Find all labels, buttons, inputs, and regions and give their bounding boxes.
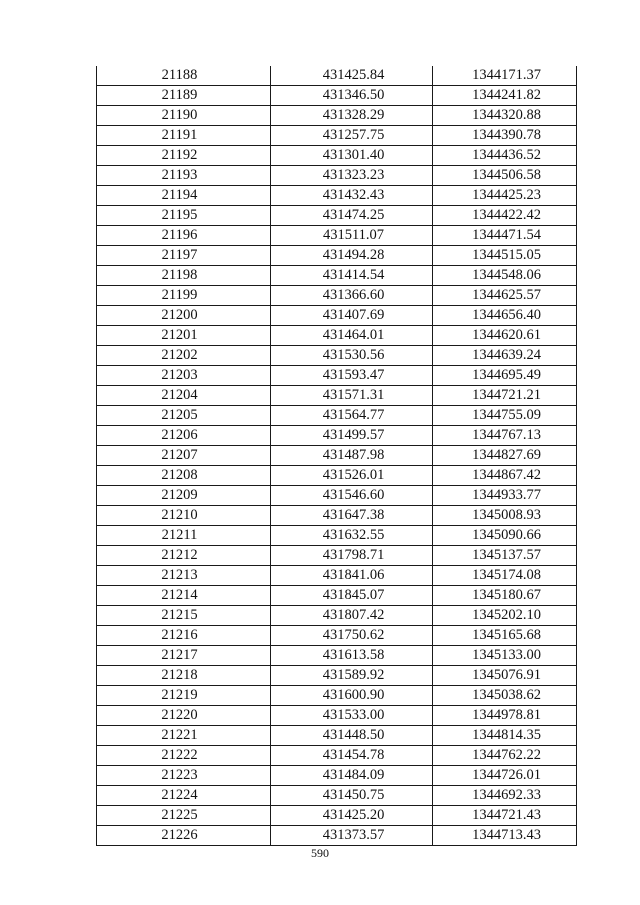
table-row — [97, 526, 577, 546]
point-id-cell: 21191 — [97, 126, 271, 146]
table-row — [97, 766, 577, 786]
point-id-cell: 21199 — [97, 286, 271, 306]
table-row — [97, 426, 577, 446]
y-coordinate-cell: 1344625.57 — [433, 286, 577, 306]
x-coordinate-cell: 431600.90 — [271, 686, 433, 706]
point-id-cell: 21214 — [97, 586, 271, 606]
y-coordinate-cell: 1345174.08 — [433, 566, 577, 586]
table-row — [97, 286, 577, 306]
table-row — [97, 486, 577, 506]
y-coordinate-cell: 1344814.35 — [433, 726, 577, 746]
x-coordinate-cell: 431474.25 — [271, 206, 433, 226]
point-id-cell: 21204 — [97, 386, 271, 406]
point-id-cell: 21198 — [97, 266, 271, 286]
y-coordinate-cell: 1344767.13 — [433, 426, 577, 446]
point-id-cell: 21192 — [97, 146, 271, 166]
point-id-cell: 21216 — [97, 626, 271, 646]
point-id-cell: 21226 — [97, 826, 271, 846]
point-id-cell: 21194 — [97, 186, 271, 206]
point-id-cell: 21207 — [97, 446, 271, 466]
x-coordinate-cell: 431845.07 — [271, 586, 433, 606]
table-row — [97, 246, 577, 266]
x-coordinate-cell: 431613.58 — [271, 646, 433, 666]
table-row — [97, 126, 577, 146]
y-coordinate-cell: 1344241.82 — [433, 86, 577, 106]
table-row — [97, 166, 577, 186]
table-row — [97, 446, 577, 466]
table-row — [97, 726, 577, 746]
x-coordinate-cell: 431487.98 — [271, 446, 433, 466]
x-coordinate-cell: 431530.56 — [271, 346, 433, 366]
y-coordinate-cell: 1344171.37 — [433, 66, 577, 86]
table-row — [97, 226, 577, 246]
y-coordinate-cell: 1344620.61 — [433, 326, 577, 346]
point-id-cell: 21209 — [97, 486, 271, 506]
x-coordinate-cell: 431546.60 — [271, 486, 433, 506]
point-id-cell: 21224 — [97, 786, 271, 806]
point-id-cell: 21188 — [97, 66, 271, 86]
x-coordinate-cell: 431511.07 — [271, 226, 433, 246]
table-row — [97, 66, 577, 86]
table-row — [97, 606, 577, 626]
table-row — [97, 586, 577, 606]
x-coordinate-cell: 431484.09 — [271, 766, 433, 786]
y-coordinate-cell: 1344656.40 — [433, 306, 577, 326]
x-coordinate-cell: 431526.01 — [271, 466, 433, 486]
y-coordinate-cell: 1344762.22 — [433, 746, 577, 766]
x-coordinate-cell: 431798.71 — [271, 546, 433, 566]
x-coordinate-cell: 431593.47 — [271, 366, 433, 386]
y-coordinate-cell: 1344515.05 — [433, 246, 577, 266]
point-id-cell: 21205 — [97, 406, 271, 426]
y-coordinate-cell: 1344422.42 — [433, 206, 577, 226]
table-row — [97, 806, 577, 826]
point-id-cell: 21223 — [97, 766, 271, 786]
point-id-cell: 21196 — [97, 226, 271, 246]
y-coordinate-cell: 1344692.33 — [433, 786, 577, 806]
x-coordinate-cell: 431407.69 — [271, 306, 433, 326]
x-coordinate-cell: 431807.42 — [271, 606, 433, 626]
y-coordinate-cell: 1345165.68 — [433, 626, 577, 646]
point-id-cell: 21190 — [97, 106, 271, 126]
point-id-cell: 21189 — [97, 86, 271, 106]
point-id-cell: 21222 — [97, 746, 271, 766]
table-row — [97, 266, 577, 286]
x-coordinate-cell: 431328.29 — [271, 106, 433, 126]
table-row — [97, 506, 577, 526]
y-coordinate-cell: 1345008.93 — [433, 506, 577, 526]
y-coordinate-cell: 1344320.88 — [433, 106, 577, 126]
y-coordinate-cell: 1344827.69 — [433, 446, 577, 466]
x-coordinate-cell: 431448.50 — [271, 726, 433, 746]
x-coordinate-cell: 431454.78 — [271, 746, 433, 766]
table-row — [97, 326, 577, 346]
table-row — [97, 346, 577, 366]
point-id-cell: 21213 — [97, 566, 271, 586]
table-row — [97, 666, 577, 686]
y-coordinate-cell: 1345076.91 — [433, 666, 577, 686]
point-id-cell: 21200 — [97, 306, 271, 326]
y-coordinate-cell: 1344436.52 — [433, 146, 577, 166]
x-coordinate-cell: 431450.75 — [271, 786, 433, 806]
y-coordinate-cell: 1344695.49 — [433, 366, 577, 386]
coordinate-table — [96, 66, 577, 846]
x-coordinate-cell: 431632.55 — [271, 526, 433, 546]
table-row — [97, 626, 577, 646]
x-coordinate-cell: 431571.31 — [271, 386, 433, 406]
x-coordinate-cell: 431533.00 — [271, 706, 433, 726]
table-row — [97, 206, 577, 226]
x-coordinate-cell: 431346.50 — [271, 86, 433, 106]
point-id-cell: 21211 — [97, 526, 271, 546]
y-coordinate-cell: 1344471.54 — [433, 226, 577, 246]
y-coordinate-cell: 1344978.81 — [433, 706, 577, 726]
table-row — [97, 646, 577, 666]
y-coordinate-cell: 1345137.57 — [433, 546, 577, 566]
table-row — [97, 706, 577, 726]
x-coordinate-cell: 431841.06 — [271, 566, 433, 586]
y-coordinate-cell: 1344755.09 — [433, 406, 577, 426]
y-coordinate-cell: 1344867.42 — [433, 466, 577, 486]
point-id-cell: 21225 — [97, 806, 271, 826]
y-coordinate-cell: 1345090.66 — [433, 526, 577, 546]
table-row — [97, 466, 577, 486]
y-coordinate-cell: 1344425.23 — [433, 186, 577, 206]
table-row — [97, 86, 577, 106]
coordinate-table-body — [97, 66, 577, 846]
x-coordinate-cell: 431425.20 — [271, 806, 433, 826]
point-id-cell: 21215 — [97, 606, 271, 626]
y-coordinate-cell: 1344721.43 — [433, 806, 577, 826]
x-coordinate-cell: 431464.01 — [271, 326, 433, 346]
table-row — [97, 366, 577, 386]
x-coordinate-cell: 431257.75 — [271, 126, 433, 146]
y-coordinate-cell: 1345133.00 — [433, 646, 577, 666]
x-coordinate-cell: 431414.54 — [271, 266, 433, 286]
y-coordinate-cell: 1345180.67 — [433, 586, 577, 606]
point-id-cell: 21210 — [97, 506, 271, 526]
y-coordinate-cell: 1344713.43 — [433, 826, 577, 846]
x-coordinate-cell: 431647.38 — [271, 506, 433, 526]
y-coordinate-cell: 1345202.10 — [433, 606, 577, 626]
point-id-cell: 21217 — [97, 646, 271, 666]
x-coordinate-cell: 431564.77 — [271, 406, 433, 426]
point-id-cell: 21221 — [97, 726, 271, 746]
x-coordinate-cell: 431425.84 — [271, 66, 433, 86]
table-row — [97, 406, 577, 426]
x-coordinate-cell: 431301.40 — [271, 146, 433, 166]
point-id-cell: 21208 — [97, 466, 271, 486]
y-coordinate-cell: 1344721.21 — [433, 386, 577, 406]
table-row — [97, 546, 577, 566]
point-id-cell: 21203 — [97, 366, 271, 386]
table-row — [97, 186, 577, 206]
x-coordinate-cell: 431323.23 — [271, 166, 433, 186]
table-row — [97, 306, 577, 326]
table-row — [97, 686, 577, 706]
x-coordinate-cell: 431499.57 — [271, 426, 433, 446]
y-coordinate-cell: 1344506.58 — [433, 166, 577, 186]
point-id-cell: 21206 — [97, 426, 271, 446]
point-id-cell: 21218 — [97, 666, 271, 686]
point-id-cell: 21195 — [97, 206, 271, 226]
point-id-cell: 21193 — [97, 166, 271, 186]
point-id-cell: 21197 — [97, 246, 271, 266]
table-row — [97, 386, 577, 406]
point-id-cell: 21202 — [97, 346, 271, 366]
table-row — [97, 146, 577, 166]
page-number: 590 — [311, 846, 329, 860]
y-coordinate-cell: 1344726.01 — [433, 766, 577, 786]
y-coordinate-cell: 1344639.24 — [433, 346, 577, 366]
x-coordinate-cell: 431373.57 — [271, 826, 433, 846]
y-coordinate-cell: 1344390.78 — [433, 126, 577, 146]
point-id-cell: 21220 — [97, 706, 271, 726]
point-id-cell: 21212 — [97, 546, 271, 566]
table-row — [97, 826, 577, 846]
table-row — [97, 746, 577, 766]
point-id-cell: 21201 — [97, 326, 271, 346]
y-coordinate-cell: 1345038.62 — [433, 686, 577, 706]
x-coordinate-cell: 431366.60 — [271, 286, 433, 306]
y-coordinate-cell: 1344933.77 — [433, 486, 577, 506]
table-row — [97, 786, 577, 806]
table-row — [97, 106, 577, 126]
y-coordinate-cell: 1344548.06 — [433, 266, 577, 286]
table-row — [97, 566, 577, 586]
x-coordinate-cell: 431750.62 — [271, 626, 433, 646]
x-coordinate-cell: 431494.28 — [271, 246, 433, 266]
x-coordinate-cell: 431432.43 — [271, 186, 433, 206]
x-coordinate-cell: 431589.92 — [271, 666, 433, 686]
point-id-cell: 21219 — [97, 686, 271, 706]
